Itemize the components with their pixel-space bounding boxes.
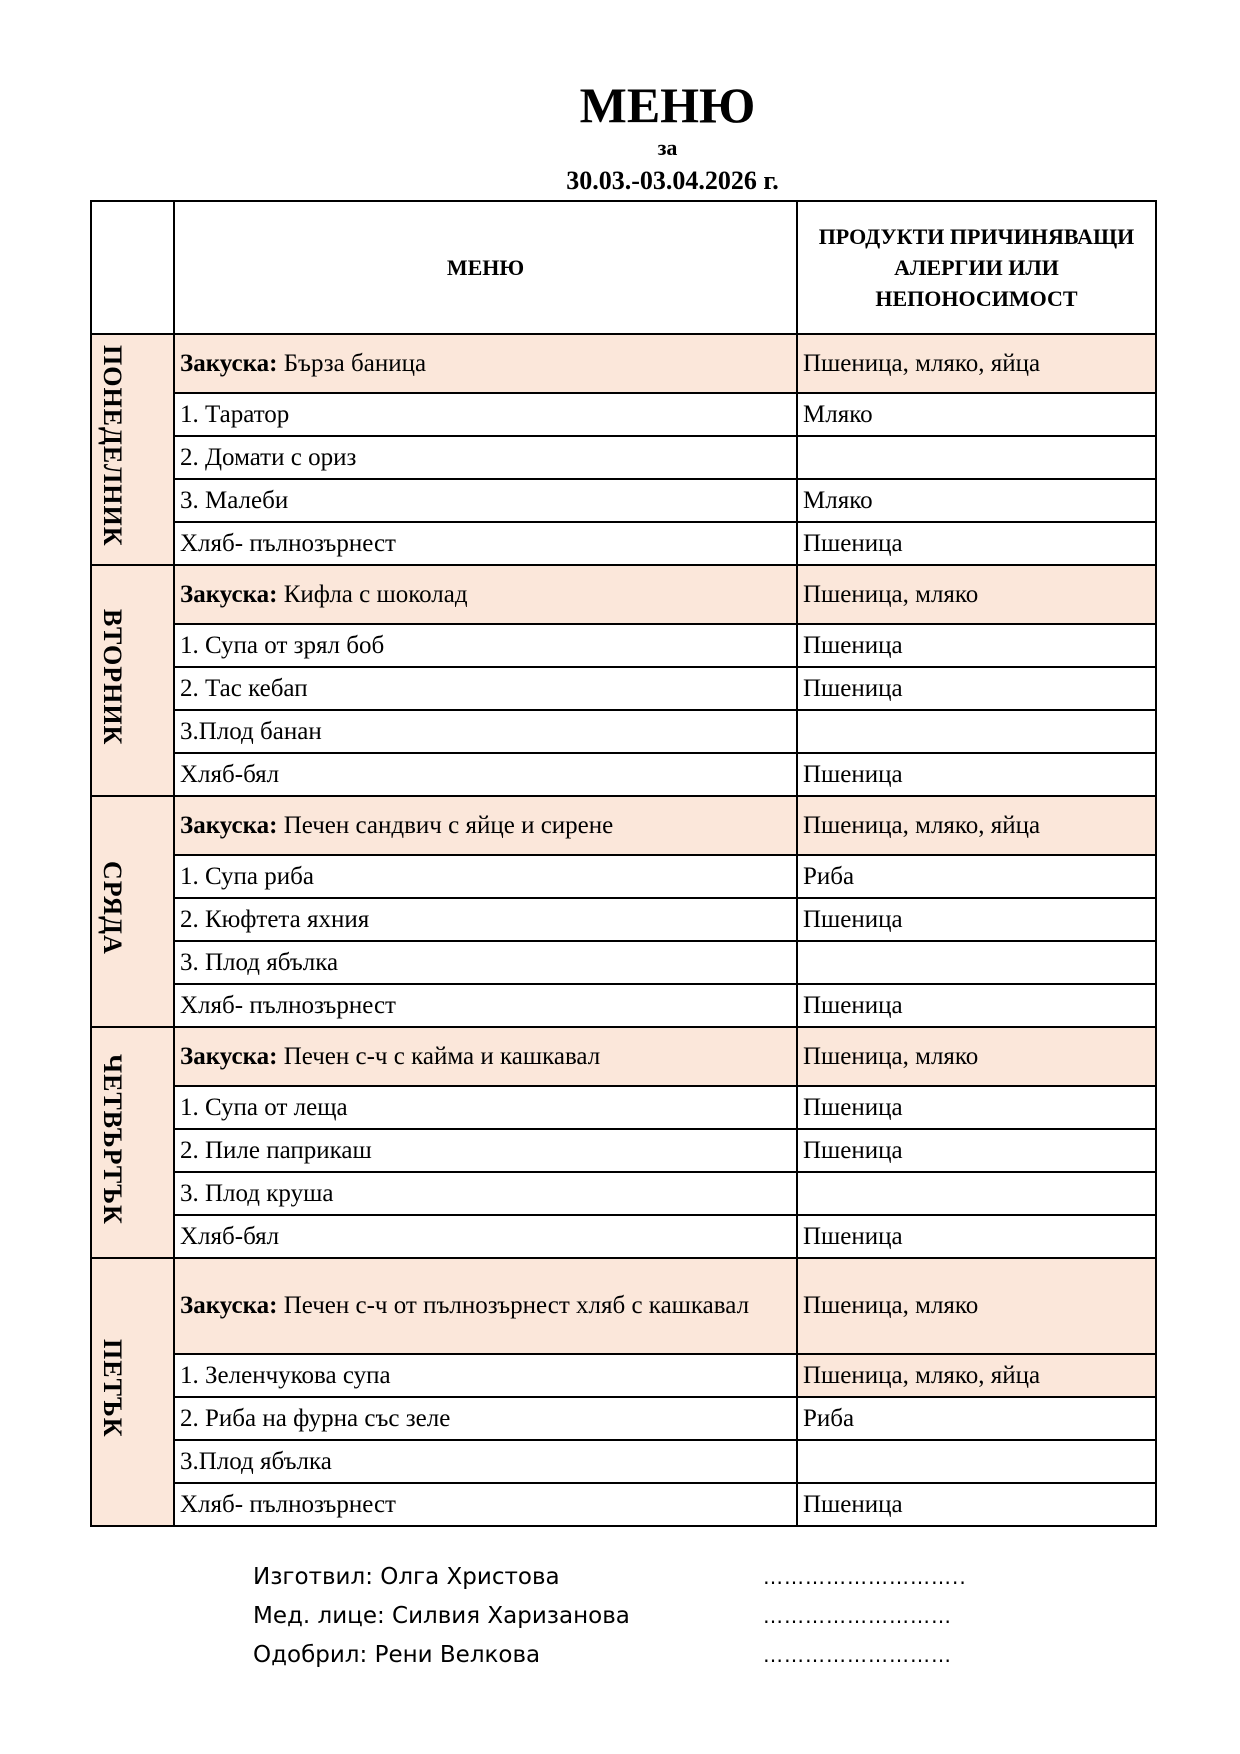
- allergen-cell: [797, 1440, 1156, 1483]
- menu-table: [90, 200, 1157, 1527]
- breakfast-text: Кифла с шоколад: [283, 580, 468, 608]
- table-row: [91, 1086, 1156, 1129]
- table-row: [91, 710, 1156, 753]
- day-label: СРЯДА: [98, 861, 127, 955]
- menu-cell: 3.Плод банан: [174, 710, 797, 753]
- table-row: [91, 667, 1156, 710]
- allergen-cell: Пшеница: [797, 1483, 1156, 1526]
- allergen-cell: Мляко: [797, 393, 1156, 436]
- table-row: [91, 1129, 1156, 1172]
- table-row: [91, 1354, 1156, 1397]
- menu-cell: [174, 796, 797, 855]
- allergen-cell: Пшеница, мляко, яйца: [797, 334, 1156, 393]
- menu-cell: 2. Кюфтета яхния: [174, 898, 797, 941]
- breakfast-label: Закуска:: [180, 349, 278, 377]
- menu-cell: Хляб-бял: [174, 1215, 797, 1258]
- allergen-cell: [797, 941, 1156, 984]
- table-row: [91, 753, 1156, 796]
- menu-cell: 3. Малеби: [174, 479, 797, 522]
- signature-line: ………………………..: [763, 1565, 967, 1589]
- allergen-cell: Пшеница, мляко, яйца: [797, 1354, 1156, 1397]
- menu-cell: [174, 334, 797, 393]
- signature-line: ………………………: [763, 1604, 952, 1628]
- breakfast-row: [91, 334, 1156, 393]
- allergen-cell: Пшеница: [797, 667, 1156, 710]
- allergen-cell: Пшеница: [797, 753, 1156, 796]
- menu-column-header: МЕНЮ: [174, 201, 797, 334]
- breakfast-text: Бърза баница: [283, 349, 427, 377]
- page-title: МЕНЮ: [579, 77, 756, 133]
- day-label: ПЕТЪК: [98, 1339, 127, 1438]
- signature-line: ………………………: [763, 1643, 952, 1667]
- menu-cell: 2. Тас кебап: [174, 667, 797, 710]
- allergen-cell: Пшеница: [797, 1129, 1156, 1172]
- allergen-cell: Риба: [797, 1397, 1156, 1440]
- menu-cell: Хляб- пълнозърнест: [174, 984, 797, 1027]
- table-row: [91, 855, 1156, 898]
- allergen-cell: [797, 436, 1156, 479]
- menu-cell: 1. Супа от зрял боб: [174, 624, 797, 667]
- allergen-cell: Риба: [797, 855, 1156, 898]
- breakfast-label: Закуска:: [180, 1042, 278, 1070]
- breakfast-row: [91, 796, 1156, 855]
- breakfast-label: Закуска:: [180, 811, 278, 839]
- breakfast-text: Печен сандвич с яйце и сирене: [283, 811, 614, 839]
- allergen-cell: [797, 710, 1156, 753]
- menu-cell: [174, 565, 797, 624]
- table-row: [91, 984, 1156, 1027]
- table-row: [91, 941, 1156, 984]
- menu-cell: Хляб- пълнозърнест: [174, 522, 797, 565]
- table-row: [91, 898, 1156, 941]
- breakfast-label: Закуска:: [180, 1292, 278, 1319]
- menu-cell: 1. Зеленчукова супа: [174, 1354, 797, 1397]
- day-label: ЧЕТВЪРТЪК: [98, 1053, 127, 1225]
- menu-cell: 3. Плод ябълка: [174, 941, 797, 984]
- day-cell-friday: [91, 1258, 174, 1526]
- medical-person: Мед. лице: Силвия Харизанова: [253, 1603, 630, 1629]
- breakfast-text: Печен с-ч от пълнозърнест хляб с кашкавал: [283, 1292, 750, 1319]
- table-row: [91, 1172, 1156, 1215]
- breakfast-row: [91, 1027, 1156, 1086]
- signature-block: [253, 1558, 967, 1675]
- table-header-row: [91, 201, 1156, 334]
- table-row: [91, 393, 1156, 436]
- menu-cell: 1. Супа риба: [174, 855, 797, 898]
- approved-by-row: [253, 1636, 952, 1675]
- day-cell-thursday: [91, 1027, 174, 1258]
- allergen-cell: Пшеница, мляко, яйца: [797, 796, 1156, 855]
- day-label: ПОНЕДЕЛНИК: [98, 345, 127, 547]
- allergen-cell: Пшеница, мляко: [797, 1027, 1156, 1086]
- menu-cell: 1. Супа от леща: [174, 1086, 797, 1129]
- table-row: [91, 436, 1156, 479]
- breakfast-label: Закуска:: [180, 580, 278, 608]
- allergen-cell: Мляко: [797, 479, 1156, 522]
- medic-row: [253, 1597, 952, 1636]
- menu-cell: 2. Пиле паприкаш: [174, 1129, 797, 1172]
- breakfast-row: [91, 565, 1156, 624]
- day-cell-wednesday: [91, 796, 174, 1027]
- allergens-column-header: ПРОДУКТИ ПРИЧИНЯВАЩИ АЛЕРГИИ ИЛИ НЕПОНОСИМОСТ: [797, 201, 1156, 334]
- allergen-cell: Пшеница, мляко: [797, 565, 1156, 624]
- menu-cell: 3. Плод круша: [174, 1172, 797, 1215]
- breakfast-text: Печен с-ч с кайма и кашкавал: [283, 1042, 601, 1070]
- page-subtitle: за: [657, 135, 678, 160]
- menu-cell: 2. Домати с ориз: [174, 436, 797, 479]
- table-row: [91, 624, 1156, 667]
- table-row: [91, 1440, 1156, 1483]
- menu-cell: Хляб- пълнозърнест: [174, 1483, 797, 1526]
- allergen-cell: Пшеница: [797, 522, 1156, 565]
- allergen-cell: Пшеница, мляко: [797, 1258, 1156, 1354]
- allergen-cell: Пшеница: [797, 1215, 1156, 1258]
- table-row: [91, 1215, 1156, 1258]
- menu-date: 30.03.-03.04.2026 г.: [566, 166, 779, 195]
- prepared-by: Изготвил: Олга Христова: [253, 1564, 560, 1590]
- menu-cell: Хляб-бял: [174, 753, 797, 796]
- breakfast-row: [91, 1258, 1156, 1354]
- allergen-cell: Пшеница: [797, 1086, 1156, 1129]
- allergen-cell: Пшеница: [797, 984, 1156, 1027]
- allergen-cell: [797, 1172, 1156, 1215]
- approved-by: Одобрил: Рени Велкова: [253, 1642, 541, 1668]
- day-cell-monday: [91, 334, 174, 565]
- day-cell-tuesday: [91, 565, 174, 796]
- menu-cell: [174, 1258, 797, 1354]
- table-row: [91, 479, 1156, 522]
- menu-cell: [174, 1027, 797, 1086]
- prepared-by-row: [253, 1558, 967, 1597]
- day-column-header: [91, 201, 174, 334]
- menu-cell: 2. Риба на фурна със зеле: [174, 1397, 797, 1440]
- day-label: ВТОРНИК: [98, 608, 127, 746]
- table-row: [91, 522, 1156, 565]
- menu-cell: 1. Таратор: [174, 393, 797, 436]
- allergen-cell: Пшеница: [797, 898, 1156, 941]
- allergen-cell: Пшеница: [797, 624, 1156, 667]
- menu-cell: 3.Плод ябълка: [174, 1440, 797, 1483]
- table-row: [91, 1483, 1156, 1526]
- table-row: [91, 1397, 1156, 1440]
